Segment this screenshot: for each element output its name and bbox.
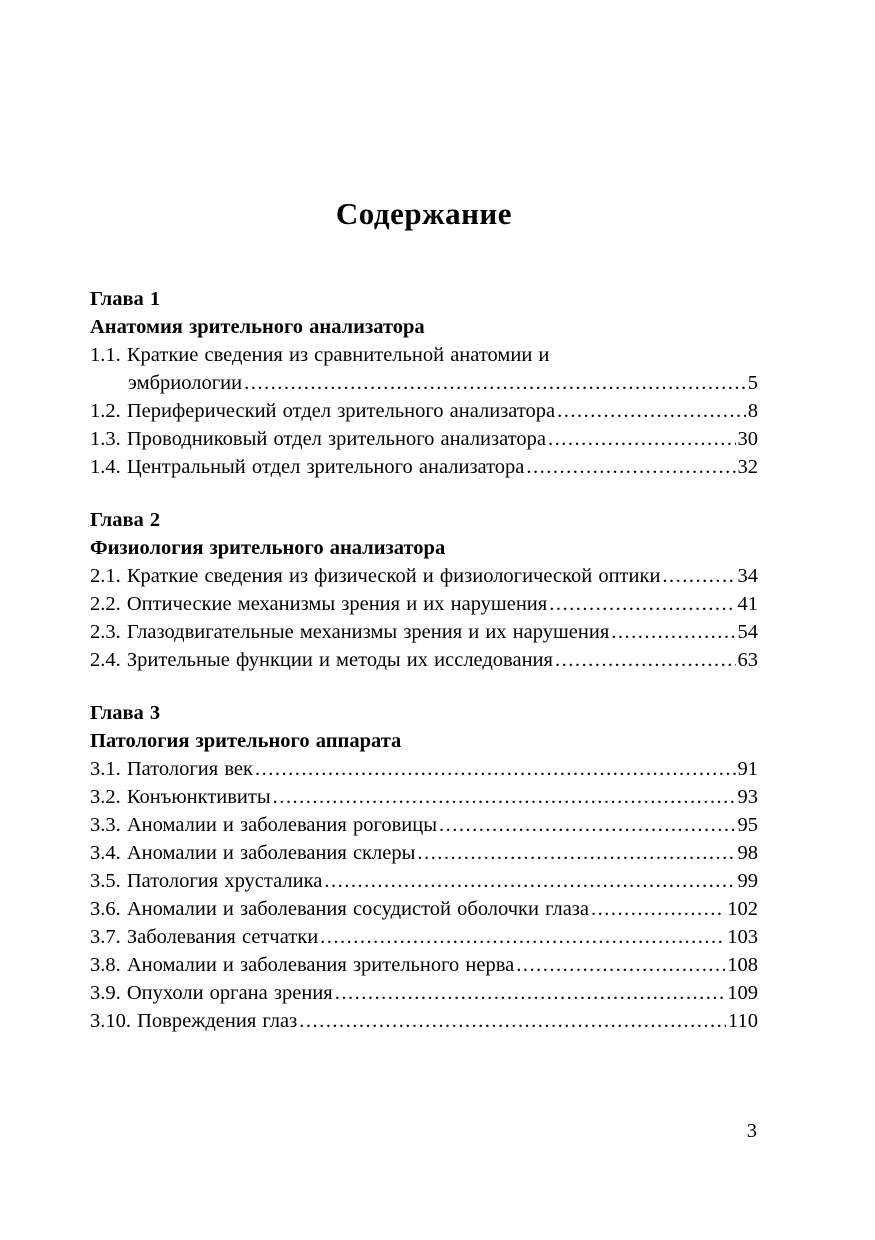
toc-entry bbox=[90, 590, 758, 618]
toc-entry bbox=[90, 755, 758, 783]
toc-content bbox=[90, 0, 758, 1035]
toc-chapter-3 bbox=[90, 699, 758, 1035]
chapter-title: Патология зрительного аппарата bbox=[90, 730, 402, 752]
entry-page-number: 32 bbox=[737, 456, 758, 478]
entry-label: 3.3. Аномалии и заболевания роговицы bbox=[90, 814, 437, 836]
toc-entry bbox=[90, 1007, 758, 1035]
dot-leader bbox=[273, 783, 736, 811]
toc-entry bbox=[90, 397, 758, 425]
entry-label: 3.6. Аномалии и заболевания сосудистой оболочки глаза bbox=[90, 898, 590, 920]
entry-label: 3.10. Повреждения глаз bbox=[90, 1010, 298, 1032]
entry-page-number: 41 bbox=[737, 593, 758, 615]
entry-page-number: 109 bbox=[727, 982, 758, 1004]
toc-entry bbox=[90, 951, 758, 979]
dot-leader bbox=[320, 923, 725, 951]
entry-page-number: 99 bbox=[737, 870, 758, 892]
entry-label: 2.2. Оптические механизмы зрения и их нарушения bbox=[90, 593, 548, 615]
entry-page-number: 108 bbox=[727, 954, 758, 976]
dot-leader bbox=[439, 811, 736, 839]
toc-entry bbox=[90, 895, 758, 923]
entry-page-number: 95 bbox=[737, 814, 758, 836]
chapter-heading: Глава 1 bbox=[90, 288, 161, 310]
entry-page-number: 34 bbox=[737, 565, 758, 587]
entry-label: 3.2. Конъюнктивиты bbox=[90, 786, 271, 808]
toc-entry bbox=[90, 783, 758, 811]
entry-page-number: 5 bbox=[747, 372, 758, 394]
chapter-title: Физиология зрительного анализатора bbox=[90, 537, 446, 559]
toc-entry bbox=[90, 453, 758, 481]
entry-label: 2.4. Зрительные функции и методы их исследования bbox=[90, 649, 553, 671]
toc-entry bbox=[90, 923, 758, 951]
entry-label: 1.4. Центральный отдел зрительного анализатора bbox=[90, 456, 525, 478]
toc-entry bbox=[90, 979, 758, 1007]
entry-continuation-row bbox=[90, 369, 758, 397]
entry-label: 3.4. Аномалии и заболевания склеры bbox=[90, 842, 416, 864]
toc-chapter-1 bbox=[90, 285, 758, 481]
entry-page-number: 63 bbox=[737, 649, 758, 671]
dot-leader bbox=[549, 590, 735, 618]
page-title: Содержание bbox=[335, 196, 513, 231]
entry-continuation-label: эмбриологии bbox=[128, 372, 243, 394]
dot-leader bbox=[299, 1007, 726, 1035]
toc-chapter-2 bbox=[90, 506, 758, 674]
entry-page-number: 98 bbox=[737, 842, 758, 864]
entry-label: 1.2. Периферический отдел зрительного анализатора bbox=[90, 400, 556, 422]
entry-page-number: 110 bbox=[728, 1010, 758, 1032]
dot-leader bbox=[557, 397, 746, 425]
entry-label: 2.3. Глазодвигательные механизмы зрения и их нарушения bbox=[90, 621, 610, 643]
toc-entry bbox=[90, 618, 758, 646]
toc-entry bbox=[90, 425, 758, 453]
toc-entry bbox=[90, 839, 758, 867]
entry-page-number: 30 bbox=[737, 428, 758, 450]
dot-leader bbox=[555, 646, 736, 674]
dot-leader bbox=[417, 839, 735, 867]
chapter-title: Анатомия зрительного анализатора bbox=[90, 316, 425, 338]
dot-leader bbox=[324, 867, 735, 895]
entry-label: 3.1. Патология век bbox=[90, 758, 253, 780]
entry-label: 2.1. Краткие сведения из физической и физиологической оптики bbox=[90, 565, 661, 587]
dot-leader bbox=[611, 618, 735, 646]
chapter-heading: Глава 3 bbox=[90, 702, 161, 724]
entry-label: 1.3. Проводниковый отдел зрительного анализатора bbox=[90, 428, 546, 450]
entry-label: 1.1. Краткие сведения из сравнительной анатомии и bbox=[90, 344, 550, 366]
dot-leader bbox=[591, 895, 725, 923]
dot-leader bbox=[244, 369, 746, 397]
chapter-heading: Глава 2 bbox=[90, 509, 161, 531]
entry-label: 3.9. Опухоли органа зрения bbox=[90, 982, 333, 1004]
dot-leader bbox=[662, 562, 735, 590]
page-number-folio: 3 bbox=[746, 1120, 757, 1142]
entry-label: 3.8. Аномалии и заболевания зрительного нерва bbox=[90, 954, 515, 976]
entry-label: 3.5. Патология хрусталика bbox=[90, 870, 323, 892]
dot-leader bbox=[516, 951, 725, 979]
entry-page-number: 54 bbox=[737, 621, 758, 643]
dot-leader bbox=[526, 453, 735, 481]
dot-leader bbox=[335, 979, 726, 1007]
toc-entry bbox=[90, 646, 758, 674]
toc-entry bbox=[90, 867, 758, 895]
dot-leader bbox=[255, 755, 736, 783]
toc-entry bbox=[90, 341, 758, 397]
entry-label: 3.7. Заболевания сетчатки bbox=[90, 926, 319, 948]
toc-entry bbox=[90, 811, 758, 839]
entry-page-number: 102 bbox=[727, 898, 758, 920]
entry-page-number: 103 bbox=[727, 926, 758, 948]
entry-page-number: 91 bbox=[737, 758, 758, 780]
entry-page-number: 8 bbox=[747, 400, 758, 422]
toc-entry bbox=[90, 562, 758, 590]
entry-page-number: 93 bbox=[737, 786, 758, 808]
dot-leader bbox=[548, 425, 736, 453]
